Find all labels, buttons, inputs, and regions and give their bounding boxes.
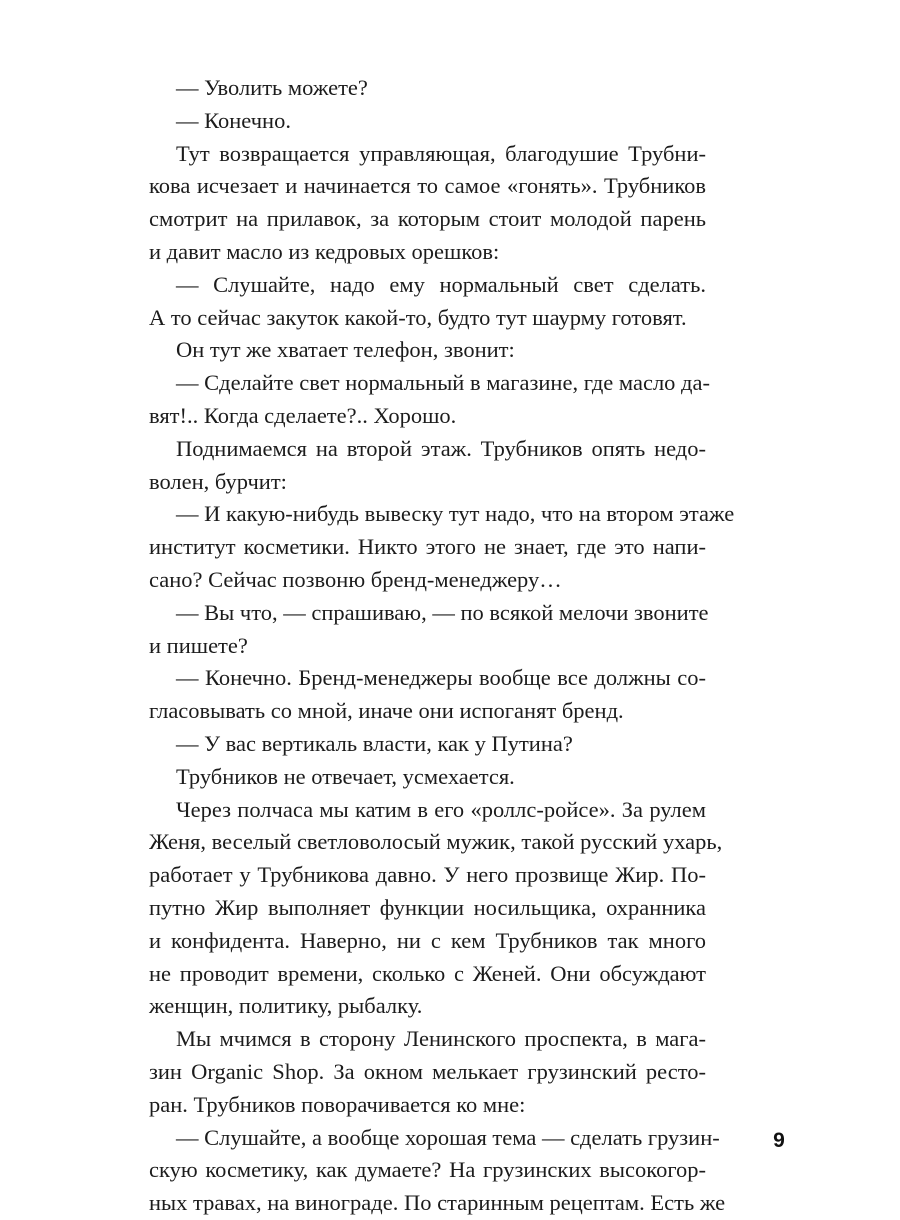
text-line: сано? Сейчас позвоню бренд-менеджеру… — [149, 566, 562, 592]
text-line: Тут возвращается управляющая, благодушие Трубни- — [176, 140, 706, 166]
body-text — [149, 72, 735, 1220]
page-number: 9 — [773, 1129, 785, 1152]
text-line: — Конечно. — [176, 107, 291, 133]
text-line: — Слушайте, а вообще хорошая тема — сделать грузин- — [176, 1124, 720, 1150]
text-line: Мы мчимся в сторону Ленинского проспекта, в мага- — [176, 1026, 706, 1052]
text-line: зин Organic Shop. За окном мелькает грузинский ресто- — [149, 1058, 706, 1084]
text-line: Поднимаемся на второй этаж. Трубников опять недо- — [176, 435, 706, 461]
text-line: волен, бурчит: — [149, 468, 287, 494]
text-line: — Конечно. Бренд-менеджеры вообще все должны со- — [176, 665, 706, 691]
text-line: скую косметику, как думаете? На грузинских высокогор- — [149, 1157, 706, 1183]
text-line: гласовывать со мной, иначе они испоганят бренд. — [149, 698, 624, 724]
text-line: Трубников не отвечает, усмехается. — [176, 763, 515, 789]
text-line: — И какую-нибудь вывеску тут надо, что на втором этаже — [176, 501, 735, 527]
text-line: работает у Трубникова давно. У него прозвище Жир. По- — [149, 862, 706, 888]
text-line: и конфидента. Наверно, ни с кем Трубников так много — [149, 927, 706, 953]
text-line: — Сделайте свет нормальный в магазине, где масло да- — [176, 370, 710, 396]
text-line: не проводит времени, сколько с Женей. Они обсуждают — [149, 960, 706, 986]
text-line: путно Жир выполняет функции носильщика, охранника — [149, 894, 706, 920]
text-line: ных травах, на винограде. По старинным рецептам. Есть же — [149, 1190, 726, 1216]
text-line: Женя, веселый светловолосый мужик, такой русский ухарь, — [149, 829, 723, 855]
text-line: А то сейчас закуток какой-то, будто тут шаурму готовят. — [149, 304, 687, 330]
text-line: ран. Трубников поворачивается ко мне: — [149, 1091, 526, 1117]
text-line: Через полчаса мы катим в его «роллс-ройсе». За рулем — [176, 796, 706, 822]
text-line: и давит масло из кедровых орешков: — [149, 238, 500, 264]
text-line: институт косметики. Никто этого не знает, где это напи- — [149, 534, 706, 560]
text-line: — Вы что, — спрашиваю, — по всякой мелочи звоните — [176, 599, 709, 625]
text-line: и пишете? — [149, 632, 248, 658]
text-line: — Слушайте, надо ему нормальный свет сделать. — [176, 271, 706, 297]
text-line: кова исчезает и начинается то самое «гонять». Трубников — [149, 173, 706, 199]
text-line: Он тут же хватает телефон, звонит: — [176, 337, 515, 363]
text-line: женщин, политику, рыбалку. — [149, 993, 423, 1019]
text-line: — У вас вертикаль власти, как у Путина? — [176, 730, 573, 756]
text-line: вят!.. Когда сделаете?.. Хорошо. — [149, 402, 457, 428]
text-line: — Уволить можете? — [176, 75, 368, 100]
text-line: смотрит на прилавок, за которым стоит молодой парень — [149, 206, 706, 232]
